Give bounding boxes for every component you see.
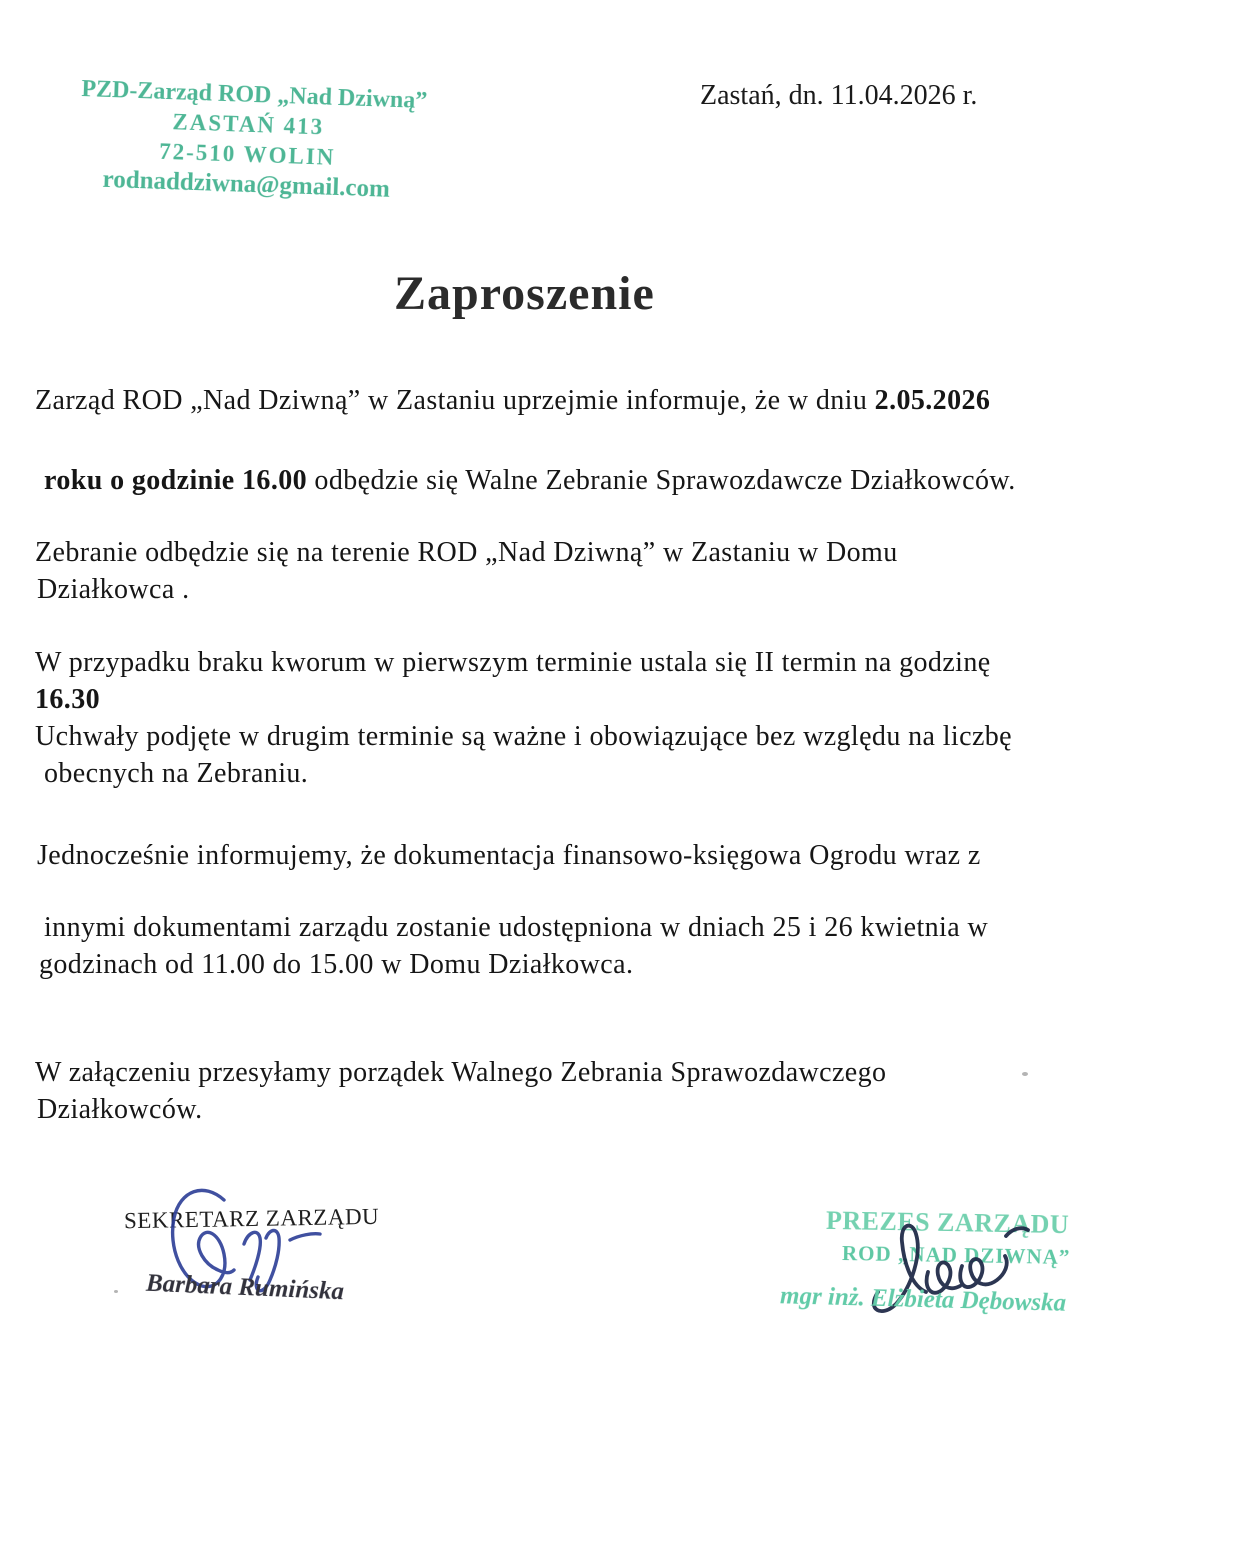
sender-stamp-city: 72-510 WOLIN <box>158 138 336 170</box>
scan-artifact <box>1022 1072 1028 1076</box>
page-title: Zaproszenie <box>394 267 655 320</box>
meeting-date-bold: 2.05.2026 <box>874 385 991 416</box>
president-org-label: ROD „NAD DZIWNĄ” <box>841 1241 1071 1269</box>
body-line-documents-1: Jednocześnie informujemy, że dokumentacja finansowo-księgowa Ogrodu wraz z <box>37 840 981 871</box>
body-line-second-term-time: 16.30 <box>35 684 100 715</box>
body-line-meeting-date <box>35 385 990 417</box>
secretary-role-label: SEKRETARZ ZARZĄDU <box>123 1203 380 1234</box>
date-line: Zastań, dn. 11.04.2026 r. <box>700 80 978 111</box>
body-line-venue-2: Działkowca . <box>37 574 190 605</box>
body-line-documents-3: godzinach od 11.00 do 15.00 w Domu Działkowca. <box>39 949 634 980</box>
body-text: odbędzie się Walne Zebranie Sprawozdawcze Działkowców. <box>307 465 1016 496</box>
secretary-name: Barbara Rumińska <box>145 1269 345 1306</box>
sender-stamp-org: PZD-Zarząd ROD „Nad Dziwną” <box>81 75 428 115</box>
body-line-documents-2: innymi dokumentami zarządu zostanie udostępniona w dniach 25 i 26 kwietnia w <box>44 912 989 943</box>
sender-stamp-address: ZASTAŃ 413 <box>172 109 325 140</box>
meeting-time-bold: roku o godzinie 16.00 <box>44 465 308 496</box>
president-name: mgr inż. Elżbieta Dębowska <box>779 1282 1067 1317</box>
body-line-attachment-2: Działkowców. <box>37 1094 203 1125</box>
body-line-meeting-time <box>44 465 1016 497</box>
body-line-quorum-2: Uchwały podjęte w drugim terminie są ważne i obowiązujące bez względu na liczbę <box>35 721 1012 752</box>
sender-stamp <box>78 74 428 206</box>
sender-stamp-email: rodnaddziwna@gmail.com <box>102 165 391 203</box>
body-line-attachment-1: W załączeniu przesyłamy porządek Walnego Zebrania Sprawozdawczego <box>35 1057 887 1088</box>
body-line-venue-1: Zebranie odbędzie się na terenie ROD „Nad Dziwną” w Zastaniu w Domu <box>35 537 898 568</box>
scan-artifact <box>114 1290 118 1293</box>
body-line-quorum-1: W przypadku braku kworum w pierwszym terminie ustala się II termin na godzinę <box>35 647 991 678</box>
body-line-quorum-3: obecnych na Zebraniu. <box>44 758 309 789</box>
president-role-label: PREZES ZARZĄDU <box>825 1205 1070 1240</box>
body-text: Zarząd ROD „Nad Dziwną” w Zastaniu uprzejmie informuje, że w dniu <box>35 385 875 416</box>
